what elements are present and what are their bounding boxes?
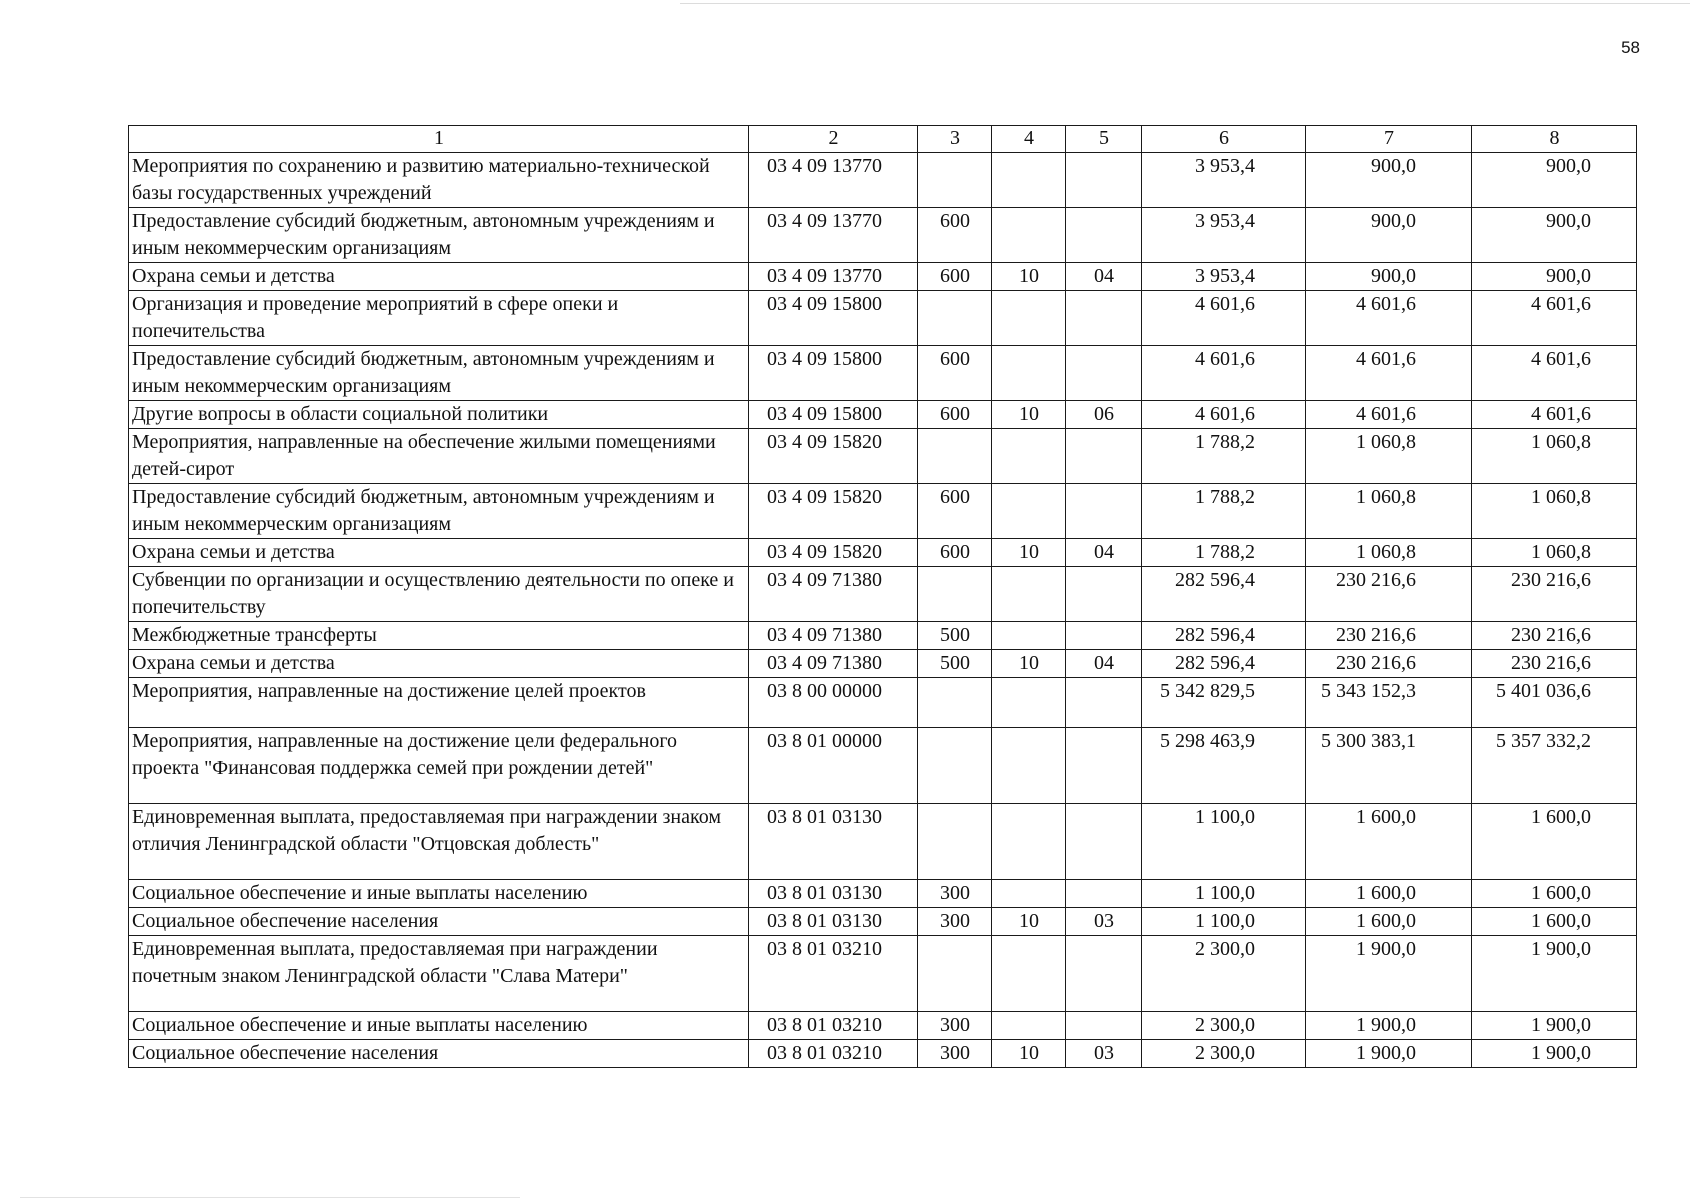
row-value-col6-cell: 1 788,2 <box>1142 539 1306 567</box>
column-header-6: 6 <box>1142 126 1306 153</box>
row-section-cell <box>992 153 1066 208</box>
row-value-col7-cell: 5 343 152,3 <box>1306 678 1472 728</box>
row-section-cell <box>992 208 1066 263</box>
row-value-col8-cell: 1 060,8 <box>1472 429 1637 484</box>
row-code-cell: 03 4 09 15820 <box>749 539 918 567</box>
row-value-col8-cell: 1 900,0 <box>1472 1040 1637 1068</box>
table-row <box>129 728 1637 804</box>
row-section-cell <box>992 429 1066 484</box>
row-name-cell: Социальное обеспечение населения <box>129 908 749 936</box>
row-value-col6-cell: 3 953,4 <box>1142 263 1306 291</box>
row-expense-type-cell: 600 <box>918 346 992 401</box>
row-subsection-cell: 04 <box>1066 263 1142 291</box>
row-value-col6-cell: 4 601,6 <box>1142 346 1306 401</box>
row-section-cell <box>992 291 1066 346</box>
row-code-cell: 03 4 09 15800 <box>749 291 918 346</box>
row-value-col6-cell: 2 300,0 <box>1142 1012 1306 1040</box>
row-expense-type-cell <box>918 567 992 622</box>
row-value-col7-cell: 900,0 <box>1306 153 1472 208</box>
budget-table <box>128 125 1637 1068</box>
row-code-cell: 03 4 09 13770 <box>749 263 918 291</box>
row-name-cell: Организация и проведение мероприятий в сфере опеки и попечительства <box>129 291 749 346</box>
row-value-col6-cell: 282 596,4 <box>1142 622 1306 650</box>
row-section-cell: 10 <box>992 401 1066 429</box>
table-row <box>129 263 1637 291</box>
row-name-cell: Мероприятия, направленные на достижение целей проектов <box>129 678 749 728</box>
column-header-7: 7 <box>1306 126 1472 153</box>
row-value-col8-cell: 5 357 332,2 <box>1472 728 1637 804</box>
row-value-col6-cell: 1 788,2 <box>1142 484 1306 539</box>
table-row <box>129 291 1637 346</box>
row-code-cell: 03 8 01 03210 <box>749 936 918 1012</box>
row-subsection-cell: 04 <box>1066 650 1142 678</box>
row-subsection-cell <box>1066 728 1142 804</box>
row-value-col8-cell: 1 060,8 <box>1472 484 1637 539</box>
row-expense-type-cell: 600 <box>918 401 992 429</box>
table-header-row <box>129 126 1637 153</box>
row-section-cell <box>992 678 1066 728</box>
row-expense-type-cell: 300 <box>918 880 992 908</box>
row-code-cell: 03 4 09 71380 <box>749 622 918 650</box>
table-row <box>129 1012 1637 1040</box>
row-value-col8-cell: 230 216,6 <box>1472 650 1637 678</box>
row-value-col8-cell: 900,0 <box>1472 208 1637 263</box>
table-row <box>129 567 1637 622</box>
column-header-2: 2 <box>749 126 918 153</box>
row-value-col7-cell: 4 601,6 <box>1306 401 1472 429</box>
table-row <box>129 650 1637 678</box>
row-subsection-cell <box>1066 484 1142 539</box>
row-section-cell <box>992 346 1066 401</box>
row-code-cell: 03 4 09 13770 <box>749 208 918 263</box>
row-value-col8-cell: 4 601,6 <box>1472 401 1637 429</box>
row-code-cell: 03 8 01 03130 <box>749 804 918 880</box>
table-row <box>129 401 1637 429</box>
column-header-3: 3 <box>918 126 992 153</box>
row-subsection-cell <box>1066 291 1142 346</box>
row-value-col7-cell: 1 900,0 <box>1306 1012 1472 1040</box>
row-code-cell: 03 4 09 15800 <box>749 346 918 401</box>
row-name-cell: Субвенции по организации и осуществлению деятельности по опеке и попечительству <box>129 567 749 622</box>
row-subsection-cell: 03 <box>1066 908 1142 936</box>
table-row <box>129 208 1637 263</box>
row-value-col8-cell: 900,0 <box>1472 153 1637 208</box>
row-value-col7-cell: 1 900,0 <box>1306 1040 1472 1068</box>
table-row <box>129 622 1637 650</box>
row-value-col8-cell: 1 060,8 <box>1472 539 1637 567</box>
table-row <box>129 346 1637 401</box>
row-section-cell <box>992 622 1066 650</box>
row-expense-type-cell <box>918 291 992 346</box>
row-expense-type-cell <box>918 936 992 1012</box>
row-expense-type-cell <box>918 153 992 208</box>
row-value-col7-cell: 5 300 383,1 <box>1306 728 1472 804</box>
row-expense-type-cell: 300 <box>918 1012 992 1040</box>
row-section-cell <box>992 880 1066 908</box>
row-value-col8-cell: 230 216,6 <box>1472 622 1637 650</box>
row-expense-type-cell <box>918 429 992 484</box>
row-expense-type-cell: 500 <box>918 650 992 678</box>
row-name-cell: Межбюджетные трансферты <box>129 622 749 650</box>
row-name-cell: Социальное обеспечение и иные выплаты населению <box>129 1012 749 1040</box>
row-value-col6-cell: 1 100,0 <box>1142 880 1306 908</box>
row-value-col8-cell: 4 601,6 <box>1472 346 1637 401</box>
table-row <box>129 936 1637 1012</box>
row-value-col8-cell: 1 900,0 <box>1472 1012 1637 1040</box>
row-name-cell: Другие вопросы в области социальной политики <box>129 401 749 429</box>
row-value-col7-cell: 900,0 <box>1306 208 1472 263</box>
row-expense-type-cell: 500 <box>918 622 992 650</box>
row-section-cell <box>992 804 1066 880</box>
row-section-cell <box>992 484 1066 539</box>
row-subsection-cell <box>1066 936 1142 1012</box>
row-section-cell <box>992 567 1066 622</box>
scan-artifact-line <box>680 3 1690 4</box>
row-name-cell: Единовременная выплата, предоставляемая при награждении знаком отличия Ленинградской области "Отцовская доблесть" <box>129 804 749 880</box>
row-subsection-cell: 03 <box>1066 1040 1142 1068</box>
column-header-4: 4 <box>992 126 1066 153</box>
row-name-cell: Мероприятия по сохранению и развитию материально-технической базы государственных учреждений <box>129 153 749 208</box>
column-header-1: 1 <box>129 126 749 153</box>
row-name-cell: Единовременная выплата, предоставляемая при награждении почетным знаком Ленинградской области "Слава Матери" <box>129 936 749 1012</box>
row-value-col7-cell: 1 600,0 <box>1306 804 1472 880</box>
row-code-cell: 03 4 09 71380 <box>749 567 918 622</box>
row-value-col7-cell: 1 600,0 <box>1306 880 1472 908</box>
row-name-cell: Мероприятия, направленные на обеспечение жилыми помещениями детей-сирот <box>129 429 749 484</box>
row-code-cell: 03 8 01 03130 <box>749 908 918 936</box>
row-name-cell: Социальное обеспечение и иные выплаты населению <box>129 880 749 908</box>
row-value-col6-cell: 4 601,6 <box>1142 401 1306 429</box>
row-expense-type-cell: 600 <box>918 208 992 263</box>
row-subsection-cell <box>1066 567 1142 622</box>
row-section-cell <box>992 936 1066 1012</box>
row-section-cell <box>992 1012 1066 1040</box>
row-value-col7-cell: 1 060,8 <box>1306 429 1472 484</box>
table-row <box>129 539 1637 567</box>
row-value-col8-cell: 4 601,6 <box>1472 291 1637 346</box>
row-value-col6-cell: 5 298 463,9 <box>1142 728 1306 804</box>
row-section-cell: 10 <box>992 263 1066 291</box>
scan-artifact-line <box>20 1197 520 1198</box>
row-code-cell: 03 8 01 03210 <box>749 1012 918 1040</box>
row-expense-type-cell: 300 <box>918 908 992 936</box>
row-value-col6-cell: 4 601,6 <box>1142 291 1306 346</box>
row-code-cell: 03 4 09 15800 <box>749 401 918 429</box>
column-header-8: 8 <box>1472 126 1637 153</box>
row-value-col8-cell: 1 600,0 <box>1472 804 1637 880</box>
row-expense-type-cell: 600 <box>918 263 992 291</box>
row-section-cell: 10 <box>992 650 1066 678</box>
row-code-cell: 03 4 09 15820 <box>749 484 918 539</box>
row-value-col8-cell: 1 900,0 <box>1472 936 1637 1012</box>
row-code-cell: 03 8 01 03210 <box>749 1040 918 1068</box>
row-value-col6-cell: 5 342 829,5 <box>1142 678 1306 728</box>
row-name-cell: Предоставление субсидий бюджетным, автономным учреждениям и иным некоммерческим организациям <box>129 484 749 539</box>
row-subsection-cell <box>1066 678 1142 728</box>
row-subsection-cell: 06 <box>1066 401 1142 429</box>
row-name-cell: Предоставление субсидий бюджетным, автономным учреждениям и иным некоммерческим организациям <box>129 346 749 401</box>
row-code-cell: 03 4 09 71380 <box>749 650 918 678</box>
table-row <box>129 484 1637 539</box>
row-subsection-cell <box>1066 880 1142 908</box>
row-section-cell <box>992 728 1066 804</box>
row-value-col6-cell: 1 100,0 <box>1142 908 1306 936</box>
row-value-col8-cell: 5 401 036,6 <box>1472 678 1637 728</box>
row-value-col8-cell: 1 600,0 <box>1472 880 1637 908</box>
row-expense-type-cell: 600 <box>918 539 992 567</box>
row-value-col6-cell: 2 300,0 <box>1142 1040 1306 1068</box>
row-expense-type-cell <box>918 728 992 804</box>
row-value-col7-cell: 230 216,6 <box>1306 622 1472 650</box>
row-value-col6-cell: 282 596,4 <box>1142 567 1306 622</box>
table-row <box>129 153 1637 208</box>
row-value-col7-cell: 1 900,0 <box>1306 936 1472 1012</box>
row-value-col6-cell: 1 100,0 <box>1142 804 1306 880</box>
row-value-col7-cell: 1 060,8 <box>1306 484 1472 539</box>
row-value-col8-cell: 1 600,0 <box>1472 908 1637 936</box>
row-subsection-cell <box>1066 346 1142 401</box>
row-value-col7-cell: 4 601,6 <box>1306 291 1472 346</box>
row-subsection-cell <box>1066 429 1142 484</box>
row-code-cell: 03 4 09 13770 <box>749 153 918 208</box>
row-code-cell: 03 4 09 15820 <box>749 429 918 484</box>
table-row <box>129 908 1637 936</box>
row-name-cell: Охрана семьи и детства <box>129 263 749 291</box>
table-row <box>129 678 1637 728</box>
page-number: 58 <box>1621 38 1640 57</box>
table-row <box>129 1040 1637 1068</box>
table-body <box>129 126 1637 1068</box>
row-value-col7-cell: 230 216,6 <box>1306 567 1472 622</box>
row-value-col6-cell: 1 788,2 <box>1142 429 1306 484</box>
row-subsection-cell <box>1066 622 1142 650</box>
row-value-col7-cell: 4 601,6 <box>1306 346 1472 401</box>
row-code-cell: 03 8 01 03130 <box>749 880 918 908</box>
row-code-cell: 03 8 01 00000 <box>749 728 918 804</box>
column-header-5: 5 <box>1066 126 1142 153</box>
row-value-col8-cell: 230 216,6 <box>1472 567 1637 622</box>
row-expense-type-cell <box>918 678 992 728</box>
row-expense-type-cell <box>918 804 992 880</box>
row-value-col6-cell: 3 953,4 <box>1142 208 1306 263</box>
row-subsection-cell <box>1066 804 1142 880</box>
row-value-col7-cell: 1 600,0 <box>1306 908 1472 936</box>
row-value-col6-cell: 3 953,4 <box>1142 153 1306 208</box>
row-value-col6-cell: 2 300,0 <box>1142 936 1306 1012</box>
row-value-col7-cell: 230 216,6 <box>1306 650 1472 678</box>
table-row <box>129 880 1637 908</box>
row-value-col7-cell: 1 060,8 <box>1306 539 1472 567</box>
row-expense-type-cell: 300 <box>918 1040 992 1068</box>
row-name-cell: Предоставление субсидий бюджетным, автономным учреждениям и иным некоммерческим организациям <box>129 208 749 263</box>
row-name-cell: Социальное обеспечение населения <box>129 1040 749 1068</box>
row-subsection-cell: 04 <box>1066 539 1142 567</box>
row-section-cell: 10 <box>992 1040 1066 1068</box>
row-name-cell: Мероприятия, направленные на достижение цели федерального проекта "Финансовая поддержка семей при рождении детей" <box>129 728 749 804</box>
row-name-cell: Охрана семьи и детства <box>129 650 749 678</box>
row-code-cell: 03 8 00 00000 <box>749 678 918 728</box>
row-value-col8-cell: 900,0 <box>1472 263 1637 291</box>
row-subsection-cell <box>1066 153 1142 208</box>
row-value-col6-cell: 282 596,4 <box>1142 650 1306 678</box>
table-row <box>129 804 1637 880</box>
row-subsection-cell <box>1066 1012 1142 1040</box>
row-section-cell: 10 <box>992 908 1066 936</box>
row-value-col7-cell: 900,0 <box>1306 263 1472 291</box>
row-expense-type-cell: 600 <box>918 484 992 539</box>
table-row <box>129 429 1637 484</box>
row-section-cell: 10 <box>992 539 1066 567</box>
row-name-cell: Охрана семьи и детства <box>129 539 749 567</box>
row-subsection-cell <box>1066 208 1142 263</box>
